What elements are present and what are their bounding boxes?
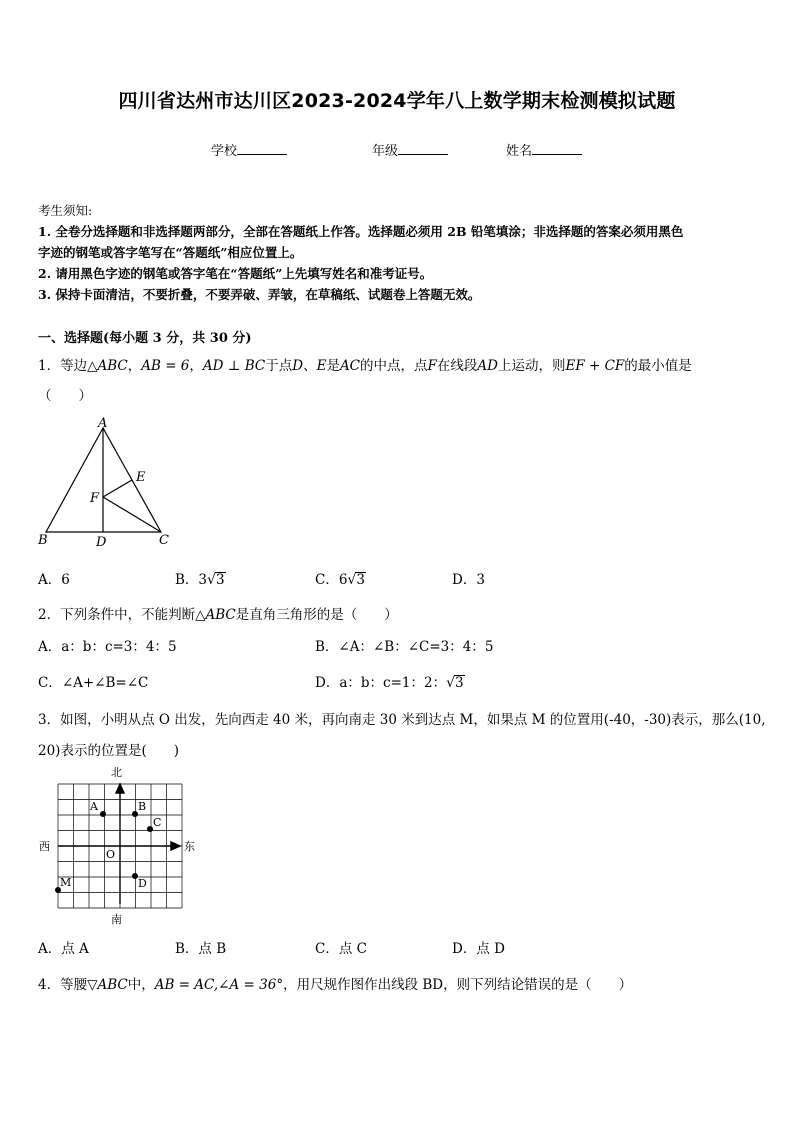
school-field[interactable] xyxy=(211,140,287,159)
q2-option-a[interactable]: A．a：b：c=3：4：5 xyxy=(38,639,177,655)
north-arrow-icon xyxy=(116,784,124,793)
q4-text-b: 中， xyxy=(127,977,155,993)
label-a: A xyxy=(98,416,108,431)
q1-text-f: 是 xyxy=(326,358,340,374)
label-point-d: D xyxy=(138,877,147,890)
notice-block xyxy=(38,200,762,305)
q1-text-c: ， xyxy=(189,358,203,374)
q1-text-h: 在线段 xyxy=(436,358,478,374)
q1-option-c-coef: C．6 xyxy=(315,572,348,588)
name-label: 姓名 xyxy=(506,144,533,159)
q1-option-b-radicand: 3 xyxy=(215,572,225,588)
q2-option-d-radicand: 3 xyxy=(455,675,464,691)
grade-field[interactable] xyxy=(372,140,448,159)
q4-triangle: ▽ABC xyxy=(87,977,128,993)
q1-point-e: E xyxy=(316,358,327,374)
east-arrow-icon xyxy=(171,842,180,850)
label-e: E xyxy=(136,470,146,485)
q1-ad-perp: AD ⊥ BC xyxy=(202,358,266,374)
q2-option-c[interactable]: C．∠A+∠B=∠C xyxy=(38,675,149,691)
q1-ad: AD xyxy=(477,358,498,374)
q1-ab: AB = 6 xyxy=(141,358,190,374)
section-heading: 一、选择题(每小题 3 分，共 30 分) xyxy=(38,331,252,346)
q1-text-j: 的最小值是 xyxy=(624,358,692,374)
q1-triangle: △ABC xyxy=(87,358,128,374)
q3-option-c[interactable]: C．点 C xyxy=(315,941,367,957)
school-label: 学校 xyxy=(211,144,238,159)
q1-ac: AC xyxy=(339,358,361,374)
grade-label: 年级 xyxy=(372,144,399,159)
q1-option-c[interactable]: C．6√3 xyxy=(315,572,365,588)
q3-option-b[interactable]: B．点 B xyxy=(175,941,227,957)
notice-item-3: 3. 保持卡面清洁，不要折叠，不要弄破、弄皱，在草稿纸、试题卷上答题无效。 xyxy=(38,287,481,302)
q3-option-a[interactable]: A．点 A xyxy=(38,941,89,957)
q1-text-i: 上运动，则 xyxy=(497,358,566,374)
q2-option-d[interactable]: D．a：b：c=1：2：√3 xyxy=(315,675,464,691)
label-east: 东 xyxy=(184,840,195,853)
page-title: 四川省达州市达川区2023-2024学年八上数学期末检测模拟试题 xyxy=(118,90,676,112)
label-d: D xyxy=(96,535,107,550)
label-f: F xyxy=(90,491,100,506)
q1-answer-paren: （ ） xyxy=(38,388,92,404)
label-point-b: B xyxy=(138,800,147,813)
q1-option-b[interactable]: B．3√3 xyxy=(175,572,225,588)
label-west: 西 xyxy=(39,840,50,853)
q1-text-d: 于点 xyxy=(265,358,293,374)
q1-option-a[interactable]: A．6 xyxy=(38,572,70,588)
question-2-text xyxy=(38,603,398,623)
segment-fe xyxy=(103,480,132,497)
name-blank[interactable] xyxy=(532,142,582,155)
q4-text-c: ，用尺规作图作出线段 BD，则下列结论错误的是（ ） xyxy=(283,977,633,993)
q1-text-b: ， xyxy=(127,358,142,374)
label-origin: O xyxy=(106,848,116,861)
segment-fc xyxy=(103,497,161,532)
point-a xyxy=(100,811,106,817)
q1-option-c-radicand: 3 xyxy=(356,572,365,588)
question-1-text xyxy=(38,354,762,374)
q4-condition: AB = AC,∠A = 36° xyxy=(154,977,284,993)
question-4-text xyxy=(38,973,632,993)
q1-expression: EF + CF xyxy=(565,358,625,374)
label-c: C xyxy=(159,533,169,548)
q1-triangle-figure xyxy=(34,414,184,550)
q2-text-b: 是直角三角形的是（ ） xyxy=(235,607,398,623)
question-3-line-1: 3．如图，小明从点 O 出发，先向西走 40 米，再向南走 30 米到达点 M，如果点 M 的位置用(-40，-30)表示，那么(10, xyxy=(38,712,766,728)
q1-text-e: 、 xyxy=(303,358,317,374)
question-3-line-2: 20)表示的位置是( ) xyxy=(38,743,179,759)
q1-text-a: 1．等边 xyxy=(38,358,88,374)
q2-option-d-text: D．a：b：c=1：2： xyxy=(315,675,447,691)
q3-option-d[interactable]: D．点 D xyxy=(452,941,505,957)
label-point-a: A xyxy=(90,800,98,813)
q2-option-b[interactable]: B．∠A：∠B：∠C=3：4：5 xyxy=(315,639,494,655)
label-point-m: M xyxy=(60,876,72,889)
label-point-c: C xyxy=(153,816,162,829)
q1-point-f: F xyxy=(427,358,437,374)
label-south: 南 xyxy=(111,913,122,926)
q4-text-a: 4．等腰 xyxy=(38,977,88,993)
q2-text-a: 2．下列条件中，不能判断 xyxy=(38,607,196,623)
q2-triangle: △ABC xyxy=(195,607,236,623)
q1-text-g: 的中点，点 xyxy=(360,358,428,374)
label-north: 北 xyxy=(111,766,122,779)
notice-item-1: 1. 全卷分选择题和非选择题两部分，全部在答题纸上作答。选择题必须用 2B 铅笔填涂；非选择题的答案必须用黑色 xyxy=(38,224,684,239)
q3-grid-figure xyxy=(34,762,204,930)
notice-heading: 考生须知: xyxy=(38,203,93,218)
notice-item-2: 2. 请用黑色字迹的钢笔或答字笔在“答题纸”上先填写姓名和准考证号。 xyxy=(38,266,433,281)
q1-option-b-coef: B．3 xyxy=(175,572,208,588)
notice-item-1-cont: 字迹的钢笔或答字笔写在“答题纸”相应位置上。 xyxy=(38,245,303,260)
label-b: B xyxy=(38,533,48,548)
name-field[interactable] xyxy=(506,140,582,159)
school-blank[interactable] xyxy=(237,142,287,155)
q1-option-d[interactable]: D．3 xyxy=(452,572,485,588)
q1-point-d: D xyxy=(292,358,304,374)
grade-blank[interactable] xyxy=(398,142,448,155)
